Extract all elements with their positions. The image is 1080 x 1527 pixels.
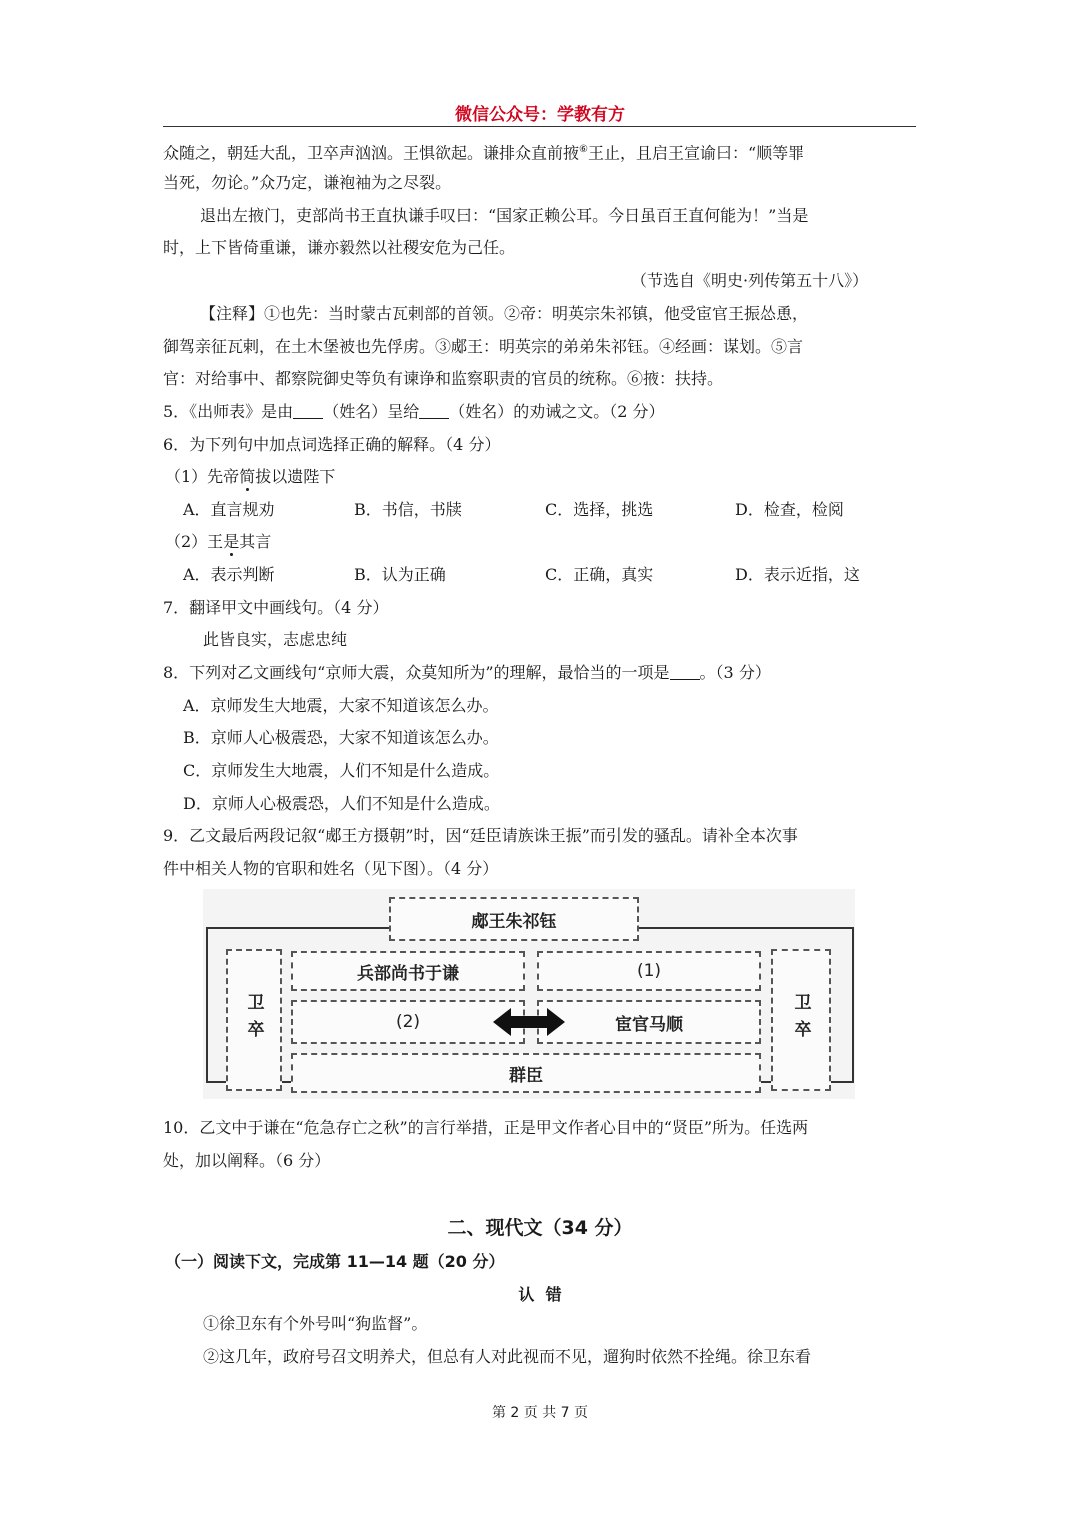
- note-line: 【注释】①也先：当时蒙古瓦剌部的首领。②帝：明英宗朱祁镇，他受宦官王振怂恿，: [200, 304, 809, 323]
- q6-text: （2）王: [165, 532, 224, 551]
- section-title: 二、现代文（34 分）: [447, 1217, 633, 1239]
- passage-text: 王止，且启王宣谕曰：“顺等罪: [587, 143, 805, 163]
- diagram-left-guard: 卫卒: [226, 949, 282, 1091]
- q5-text: （姓名）呈给: [323, 402, 420, 421]
- diagram-box-yuqian: 兵部尚书于谦: [291, 951, 525, 991]
- q7-sentence: 此皆良实，志虑忠纯: [203, 630, 348, 649]
- dotted-word: 是: [223, 532, 240, 551]
- option: A．直言规劝: [183, 500, 275, 519]
- footnote-mark: ⑥: [579, 144, 588, 155]
- note-line: 官：对给事中、都察院御史等负有谏诤和监察职责的官员的统称。⑥掖：扶持。: [163, 369, 724, 388]
- passage-line: 当死，勿论。”众乃定，谦袍袖为之尽裂。: [163, 173, 452, 192]
- header-title: 微信公众号：学教有方: [455, 105, 625, 125]
- relationship-diagram: [203, 889, 855, 1099]
- dotted-word: 简: [239, 467, 256, 486]
- option: D．表示近指，这: [735, 565, 860, 584]
- question-9-cont: 件中相关人物的官职和姓名（见下图）。（4 分）: [163, 859, 499, 878]
- article-paragraph: ①徐卫东有个外号叫“狗监督”。: [203, 1314, 428, 1333]
- option: C．选择，挑选: [545, 500, 654, 519]
- header-rule: [163, 126, 916, 127]
- passage-text: 众随之，朝廷大乱，卫卒声汹汹。王惧欲起。谦排众直前掖: [163, 143, 580, 163]
- subsection-title: （一）阅读下文，完成第 11—14 题（20 分）: [165, 1252, 505, 1271]
- q5-text: 5．《出师表》是由: [163, 402, 294, 421]
- q6-text: 其言: [239, 532, 272, 551]
- option: B．书信，书牍: [354, 500, 462, 519]
- article-paragraph: ②这几年，政府号召文明养犬，但总有人对此视而不见，遛狗时依然不拴绳。徐卫东看: [203, 1347, 812, 1366]
- q8-text: 8．下列对乙文画线句“京师大震，众莫知所为”的理解，最恰当的一项是: [163, 663, 670, 682]
- q6-text: 拔以遗陛下: [255, 467, 336, 486]
- option: D．检查，检阅: [735, 500, 844, 519]
- diagram-right-guard: 卫卒: [771, 949, 831, 1091]
- question-6: 6．为下列句中加点词选择正确的解释。（4 分）: [163, 435, 501, 454]
- option: D．京师人心极震恐，人们不知是什么造成。: [183, 794, 500, 813]
- answer-blank: [670, 665, 700, 680]
- diagram-top-box: 郕王朱祁钰: [389, 897, 639, 941]
- q6-text: （1）先帝: [165, 467, 240, 486]
- article-title: 认 错: [518, 1285, 562, 1304]
- question-9: 9．乙文最后两段记叙“郕王方摄朝”时，因“廷臣请族诛王振”而引发的骚乱。请补全本次事: [163, 826, 798, 845]
- q6-sub-2: [165, 532, 271, 552]
- diagram-blank-2: (2): [291, 1000, 525, 1044]
- option: A．表示判断: [183, 565, 275, 584]
- diagram-box-mashun: 宦官马顺: [537, 1000, 761, 1044]
- passage-line: 退出左掖门，吏部尚书王直执谦手叹曰：“国家正赖公耳。今日虽百王直何能为！”当是: [200, 206, 809, 225]
- diagram-bottom-box: 群臣: [291, 1053, 761, 1093]
- q6-sub-1: [165, 467, 335, 487]
- q5-text: （姓名）的劝诫之文。（2 分）: [449, 402, 665, 421]
- answer-blank: [293, 404, 323, 419]
- double-arrow-icon: [493, 1006, 565, 1038]
- question-5: [163, 402, 664, 422]
- q8-text: 。（3 分）: [699, 663, 771, 682]
- question-8: [163, 663, 771, 683]
- question-7: 7．翻译甲文中画线句。（4 分）: [163, 598, 389, 617]
- passage-source: （节选自《明史·列传第五十八》）: [631, 271, 869, 290]
- option: C．正确，真实: [545, 565, 654, 584]
- note-line: 御驾亲征瓦剌，在土木堡被也先俘虏。③郕王：明英宗的弟弟朱祁钰。④经画：谋划。⑤言: [163, 337, 804, 356]
- option: B．京师人心极震恐，大家不知道该怎么办。: [183, 728, 499, 747]
- passage-line: [163, 140, 804, 163]
- option: B．认为正确: [354, 565, 446, 584]
- option: A．京师发生大地震，大家不知道该怎么办。: [183, 696, 499, 715]
- answer-blank: [419, 404, 449, 419]
- question-10-cont: 处，加以阐释。（6 分）: [163, 1151, 331, 1170]
- passage-line: 时，上下皆倚重谦，谦亦毅然以社稷安危为己任。: [163, 238, 516, 257]
- diagram-blank-1: (1): [537, 951, 761, 991]
- page-number: 第 2 页 共 7 页: [491, 1405, 589, 1421]
- option: C．京师发生大地震，人们不知是什么造成。: [183, 761, 500, 780]
- question-10: 10．乙文中于谦在“危急存亡之秋”的言行举措，正是甲文作者心目中的“贤臣”所为。任选两: [163, 1118, 809, 1137]
